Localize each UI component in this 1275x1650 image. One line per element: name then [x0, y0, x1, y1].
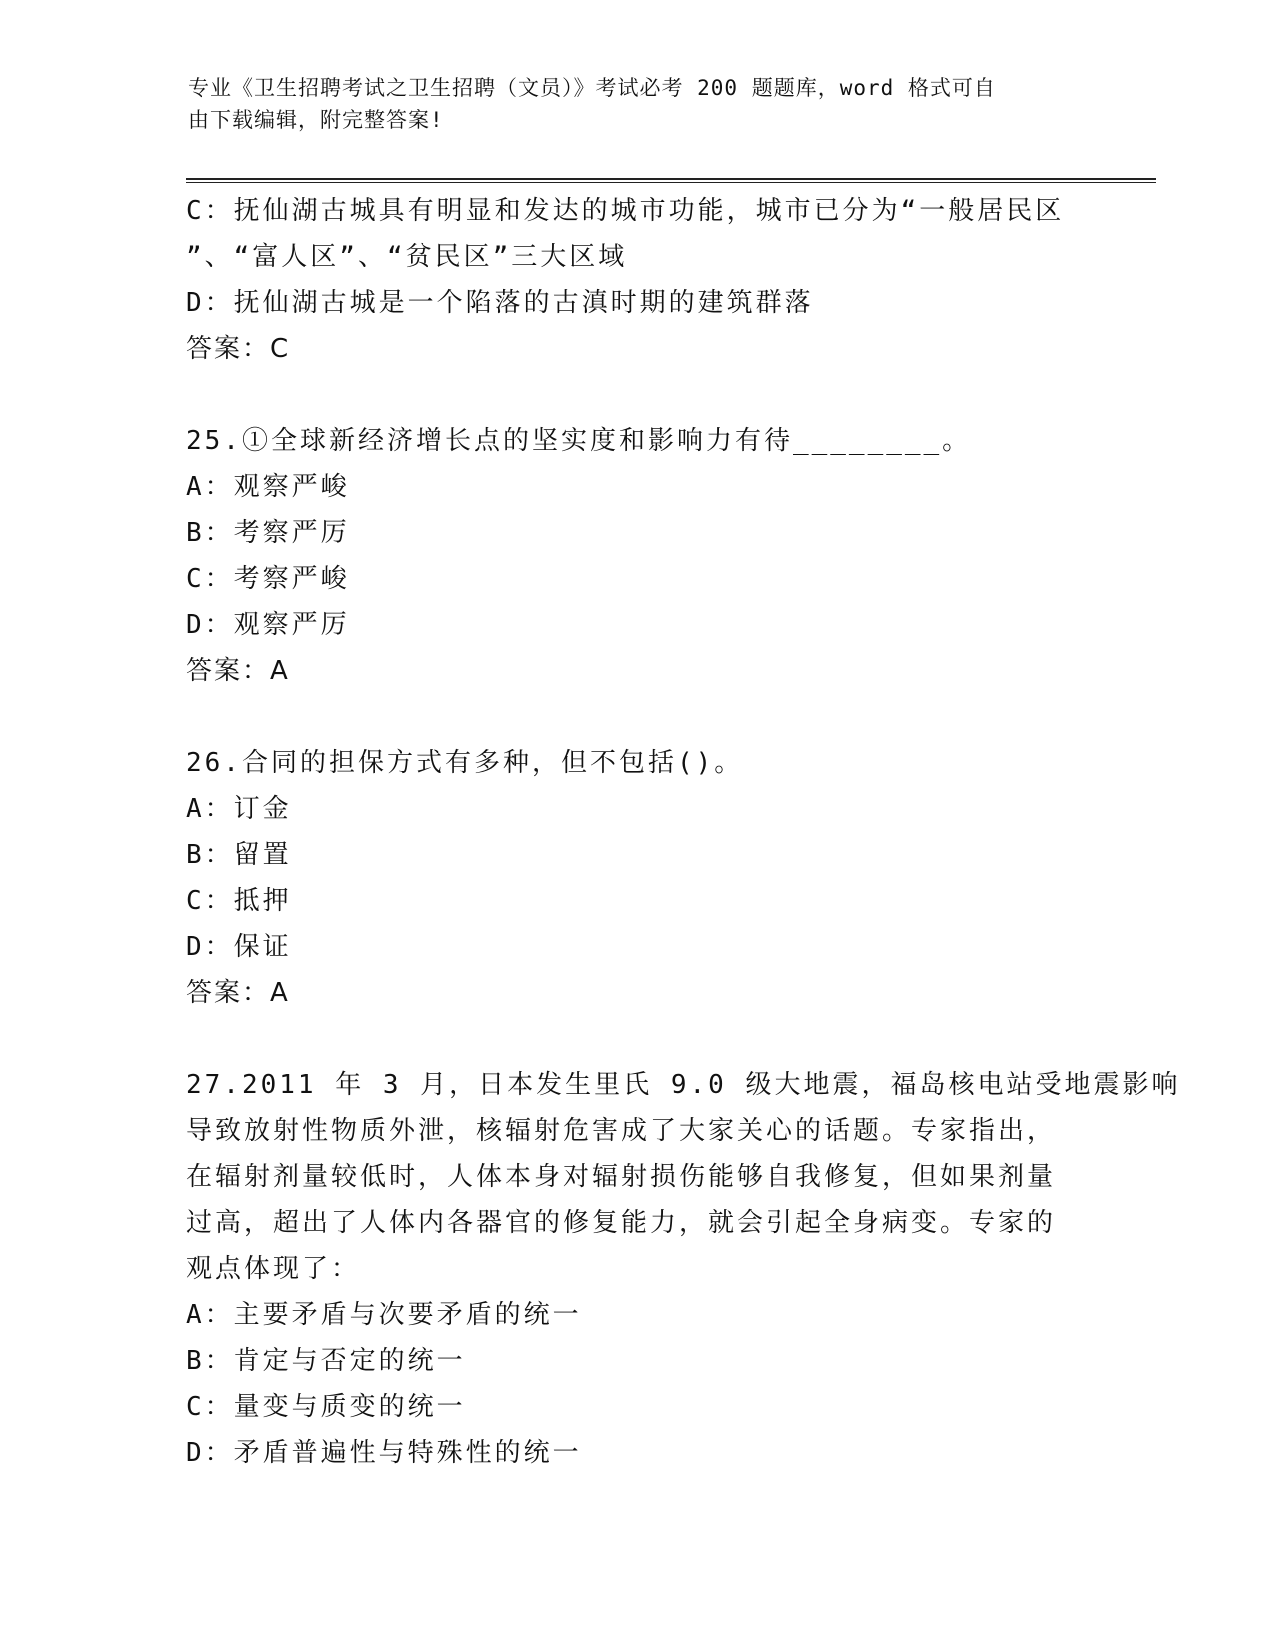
option-a: A：观察严峻 — [186, 472, 350, 502]
question-24-tail — [186, 188, 1086, 372]
header-divider — [186, 178, 1156, 183]
question-text-line-1: 27.2011 年 3 月，日本发生里氏 9.0 级大地震，福岛核电站受地震影响 — [186, 1070, 1181, 1100]
header-line-1: 专业《卫生招聘考试之卫生招聘（文员）》考试必考 200 题题库，word 格式可自 — [188, 76, 996, 100]
question-27 — [186, 1062, 1181, 1476]
question-text-line-2: 导致放射性物质外泄，核辐射危害成了大家关心的话题。专家指出， — [186, 1116, 1057, 1146]
option-a: A：订金 — [186, 794, 292, 824]
question-26 — [186, 740, 1086, 1016]
question-text-line-5: 观点体现了： — [186, 1254, 361, 1284]
option-c: C：量变与质变的统一 — [186, 1392, 466, 1422]
spacer — [186, 1016, 1086, 1062]
option-d: D：抚仙湖古城是一个陷落的古滇时期的建筑群落 — [186, 288, 814, 318]
document-body — [186, 188, 1181, 1476]
option-d: D：观察严厉 — [186, 610, 350, 640]
answer: 答案：C — [186, 334, 291, 364]
answer: 答案：A — [186, 978, 290, 1008]
option-a: A：主要矛盾与次要矛盾的统一 — [186, 1300, 582, 1330]
answer: 答案：A — [186, 656, 290, 686]
option-c: C：抚仙湖古城具有明显和发达的城市功能，城市已分为“一般居民区 — [186, 196, 1065, 226]
question-text-line-3: 在辐射剂量较低时，人体本身对辐射损伤能够自我修复，但如果剂量 — [186, 1162, 1057, 1192]
option-c: C：抵押 — [186, 886, 292, 916]
option-c: C：考察严峻 — [186, 564, 350, 594]
question-25 — [186, 418, 1086, 694]
spacer — [186, 372, 1086, 418]
header-line-2: 由下载编辑，附完整答案! — [188, 108, 444, 132]
document-header — [188, 72, 1088, 136]
question-text: 25.①全球新经济增长点的坚实度和影响力有待________。 — [186, 426, 972, 456]
option-b: B：考察严厉 — [186, 518, 350, 548]
spacer — [186, 694, 1086, 740]
option-d: D：保证 — [186, 932, 292, 962]
question-text-line-4: 过高，超出了人体内各器官的修复能力，就会引起全身病变。专家的 — [186, 1208, 1057, 1238]
question-text: 26.合同的担保方式有多种，但不包括()。 — [186, 748, 744, 778]
option-d: D：矛盾普遍性与特殊性的统一 — [186, 1438, 582, 1468]
option-b: B：肯定与否定的统一 — [186, 1346, 466, 1376]
option-b: B：留置 — [186, 840, 292, 870]
option-c-continued: ”、“富人区”、“贫民区”三大区域 — [186, 242, 628, 272]
